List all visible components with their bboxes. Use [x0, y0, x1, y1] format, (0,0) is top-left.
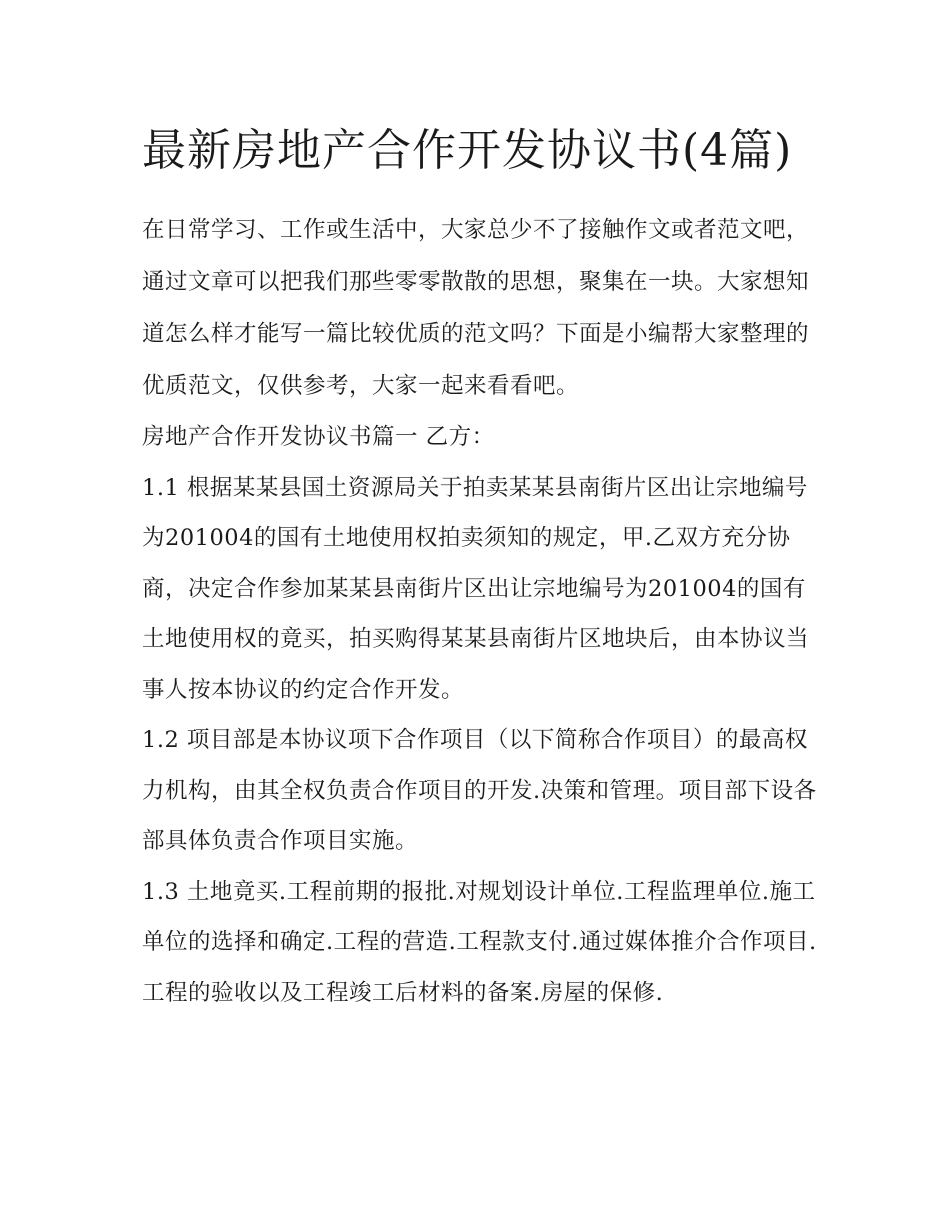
section-heading: 房地产合作开发协议书篇一 乙方：	[142, 424, 495, 450]
clause-1-2: 1.2 项目部是本协议项下合作项目（以下简称合作项目）的最高权力机构，由其全权负责合作项目的开发.决策和管理。项目部下设各部具体负责合作项目实施。	[142, 727, 817, 854]
document-title: 最新房地产合作开发协议书(4篇)	[142, 125, 793, 176]
document-page	[142, 112, 822, 1018]
clause-1-3: 1.3 土地竟买.工程前期的报批.对规划设计单位.工程监理单位.施工单位的选择和确定.工程的营造.工程款支付.通过媒体推介合作项目.工程的验收以及工程竣工后材料的备案.房屋的保修.	[142, 878, 817, 1006]
intro-paragraph: 在日常学习、工作或生活中，大家总少不了接触作文或者范文吧，通过文章可以把我们那些零零散散的思想，聚集在一块。大家想知道怎么样才能写一篇比较优质的范文吗？下面是小编帮大家整理的优质范文，仅供参考，大家一起来看看吧。	[142, 217, 810, 399]
clause-1-1: 1.1 根据某某县国土资源局关于拍卖某某县南街片区出让宗地编号为201004的国有土地使用权拍卖须知的规定，甲.乙双方充分协商，决定合作参加某某县南街片区出让宗地编号为201004的国有土地使用权的竟买，拍买购得某某县南街片区地块后，由本协议当事人按本协议的约定合作开发。	[142, 474, 810, 703]
